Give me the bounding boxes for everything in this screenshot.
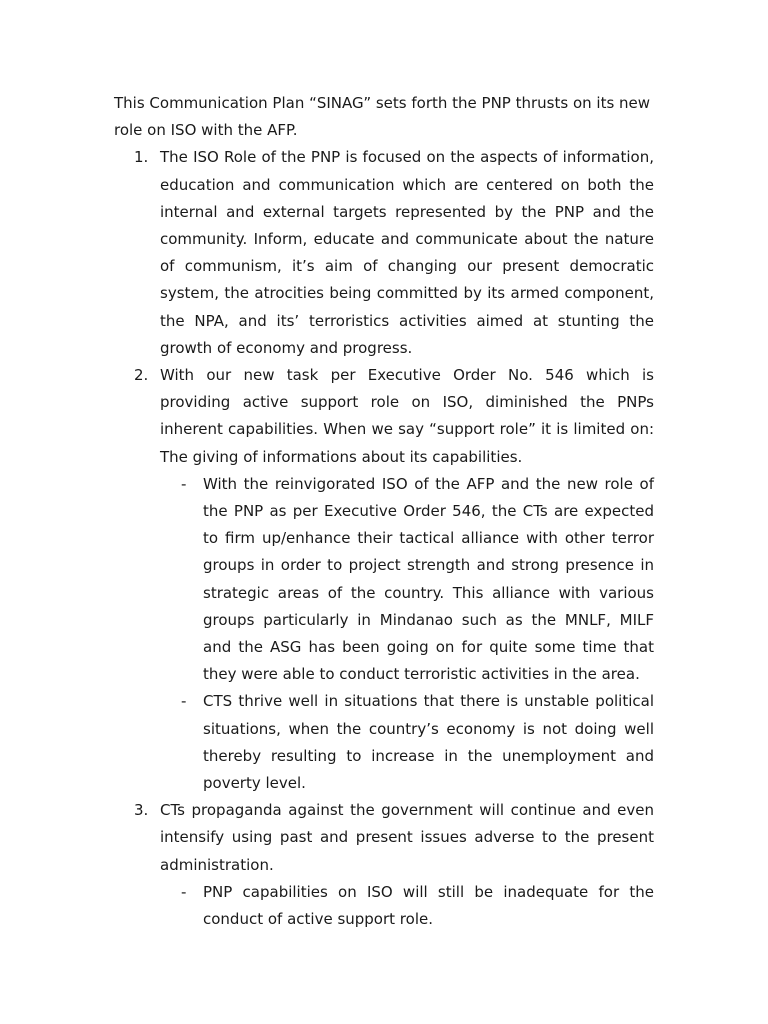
list-number-1: 1. [134, 148, 149, 167]
list-number-2: 2. [134, 366, 149, 385]
sub-item-3-1 [114, 879, 654, 933]
sub-item-2-2-text: CTS thrive well in situations that there is unstable political situations, when the country’s economy is not doing well thereby resulting to increase in the unemployment and poverty level. [203, 692, 654, 793]
dash-marker: - [181, 882, 187, 901]
list-item-2 [114, 362, 654, 471]
list-item-2-text: With our new task per Executive Order No. 546 which is providing active support role on ISO, diminished the PNPs inherent capabilities. When we say “support role” it is limited on: The giving of informations about its capabilities. [160, 366, 654, 466]
sub-item-2-2 [114, 688, 654, 797]
sub-item-3-1-text: PNP capabilities on ISO will still be inadequate for the conduct of active support role. [203, 882, 654, 929]
list-item-3-text: CTs propaganda against the government will continue and even intensify using past and present issues adverse to the present administration. [160, 801, 654, 874]
sub-item-2-1 [114, 471, 654, 689]
dash-marker: - [181, 474, 187, 493]
dash-marker: - [181, 692, 187, 711]
sub-item-2-1-text: With the reinvigorated ISO of the AFP and the new role of the PNP as per Executive Order 546, the CTs are expected to firm up/enhance their tactical alliance with other terror groups in order to project strength and strong presence in strategic areas of the country. This alliance with various groups particularly in Mindanao such as the MNLF, MILF and the ASG has been going on for quite some time that they were able to conduct terroristic activities in the area. [203, 474, 654, 684]
list-item-1 [114, 144, 654, 362]
list-number-3: 3. [134, 801, 149, 820]
list-item-1-text: The ISO Role of the PNP is focused on the aspects of information, education and communication which are centered on both the internal and external targets represented by the PNP and the community. Inform, educate and communicate about the nature of communism, it’s aim of changing our present democratic system, the atrocities being committed by its armed component, the NPA, and its’ terroristics activities aimed at stunting the growth of economy and progress. [160, 148, 654, 357]
list-item-3 [114, 797, 654, 879]
intro-paragraph: This Communication Plan “SINAG” sets forth the PNP thrusts on its new role on ISO with the AFP. [114, 94, 651, 140]
